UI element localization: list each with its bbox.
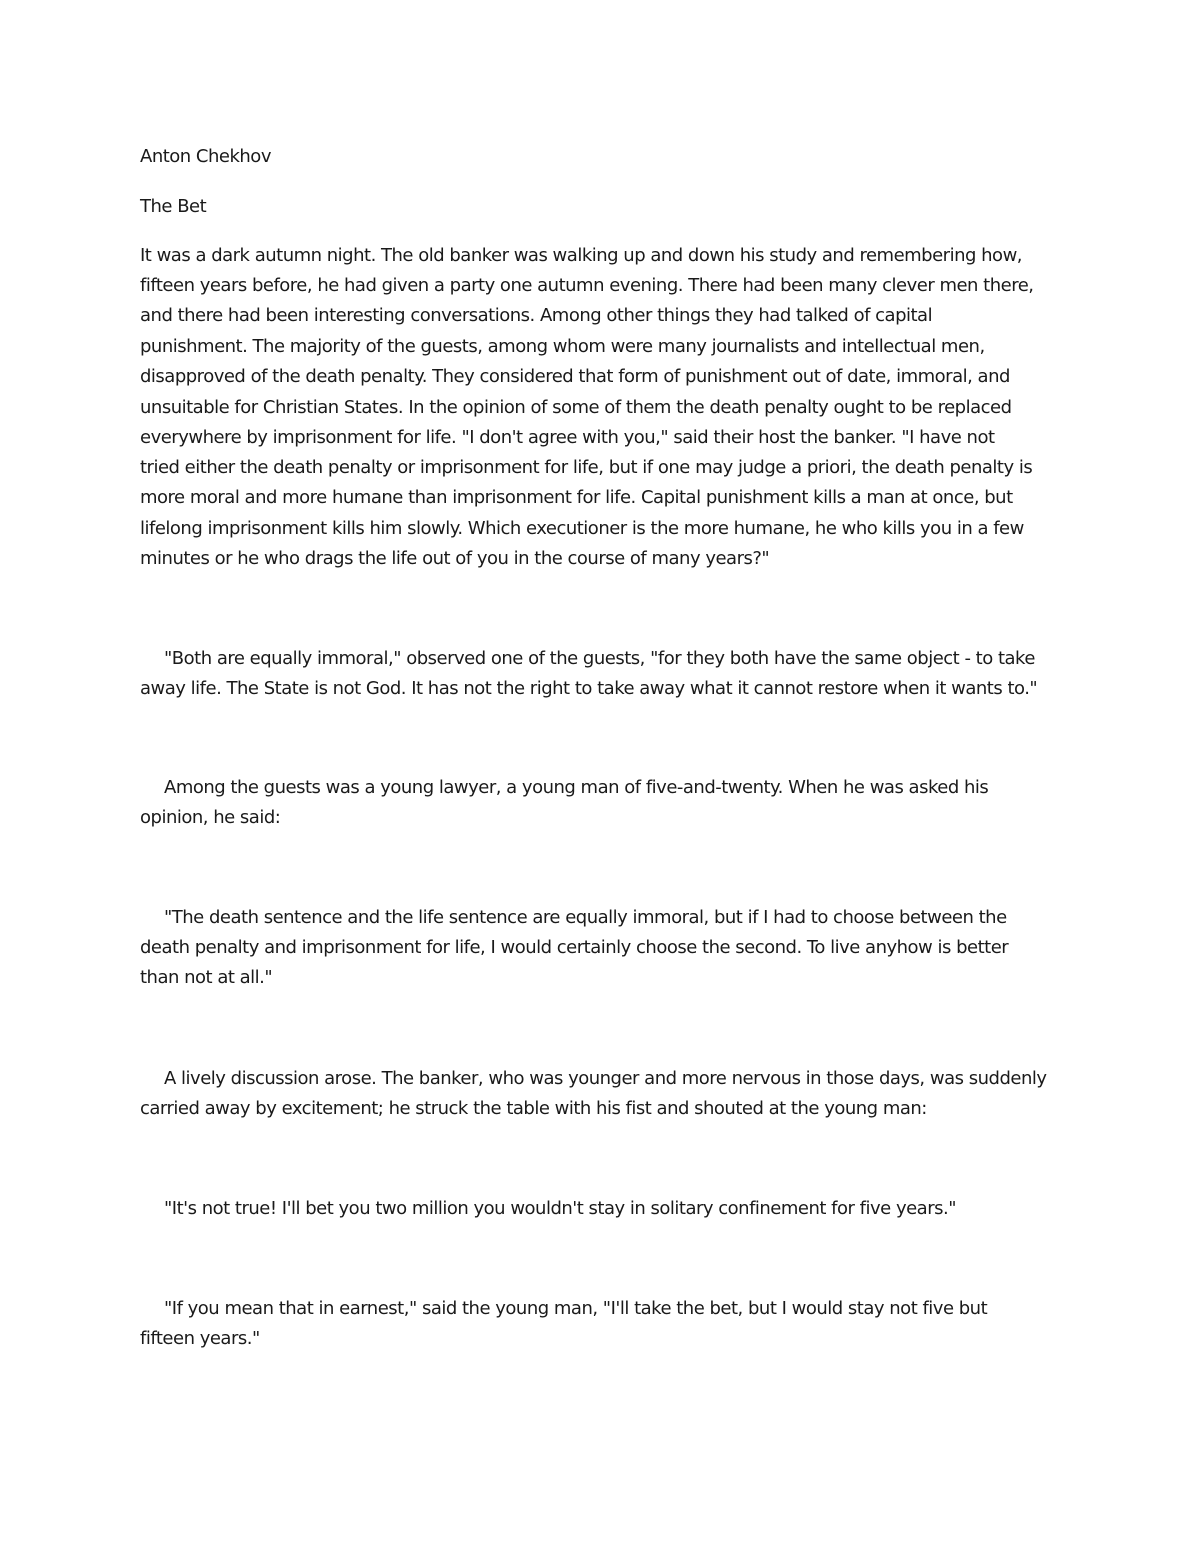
paragraph-line: than not at all." (140, 967, 273, 988)
paragraph-line: "Both are equally immoral," observed one of the guests, "for they both have the same object - to take (164, 648, 1035, 669)
title-line: The Bet (140, 196, 207, 217)
paragraph-line: "The death sentence and the life sentence are equally immoral, but if I had to choose between the (164, 907, 1007, 928)
paragraph-line: A lively discussion arose. The banker, who was younger and more nervous in those days, was suddenly (164, 1068, 1047, 1089)
paragraph-line: punishment. The majority of the guests, among whom were many journalists and intellectual men, (140, 336, 985, 357)
paragraph-line: opinion, he said: (140, 807, 281, 828)
paragraph-line: "If you mean that in earnest," said the young man, "I'll take the bet, but I would stay not five but (164, 1298, 988, 1319)
paragraph-line: more moral and more humane than imprisonment for life. Capital punishment kills a man at once, but (140, 487, 1013, 508)
paragraph-line: Among the guests was a young lawyer, a young man of five-and-twenty. When he was asked his (164, 777, 989, 798)
paragraph-line: minutes or he who drags the life out of you in the course of many years?" (140, 548, 770, 569)
paragraph-line: tried either the death penalty or imprisonment for life, but if one may judge a priori, the death penalty is (140, 457, 1033, 478)
author-line: Anton Chekhov (140, 146, 271, 167)
paragraph-line: "It's not true! I'll bet you two million you wouldn't stay in solitary confinement for five years." (164, 1198, 956, 1219)
paragraph-line: It was a dark autumn night. The old banker was walking up and down his study and remembering how, (140, 245, 1023, 266)
paragraph-line: lifelong imprisonment kills him slowly. Which executioner is the more humane, he who kills you in a few (140, 518, 1024, 539)
paragraph-line: everywhere by imprisonment for life. "I don't agree with you," said their host the banker. "I have not (140, 427, 995, 448)
paragraph-line: carried away by excitement; he struck the table with his fist and shouted at the young man: (140, 1098, 927, 1119)
paragraph-line: death penalty and imprisonment for life, I would certainly choose the second. To live anyhow is better (140, 937, 1009, 958)
paragraph-line: disapproved of the death penalty. They considered that form of punishment out of date, immoral, and (140, 366, 1010, 387)
paragraph-line: away life. The State is not God. It has not the right to take away what it cannot restore when it wants to." (140, 678, 1038, 699)
paragraph-line: fifteen years before, he had given a party one autumn evening. There had been many clever men there, (140, 275, 1034, 296)
paragraph-line: unsuitable for Christian States. In the opinion of some of them the death penalty ought to be replaced (140, 397, 1012, 418)
paragraph-line: fifteen years." (140, 1328, 260, 1349)
paragraph-line: and there had been interesting conversations. Among other things they had talked of capital (140, 305, 933, 326)
